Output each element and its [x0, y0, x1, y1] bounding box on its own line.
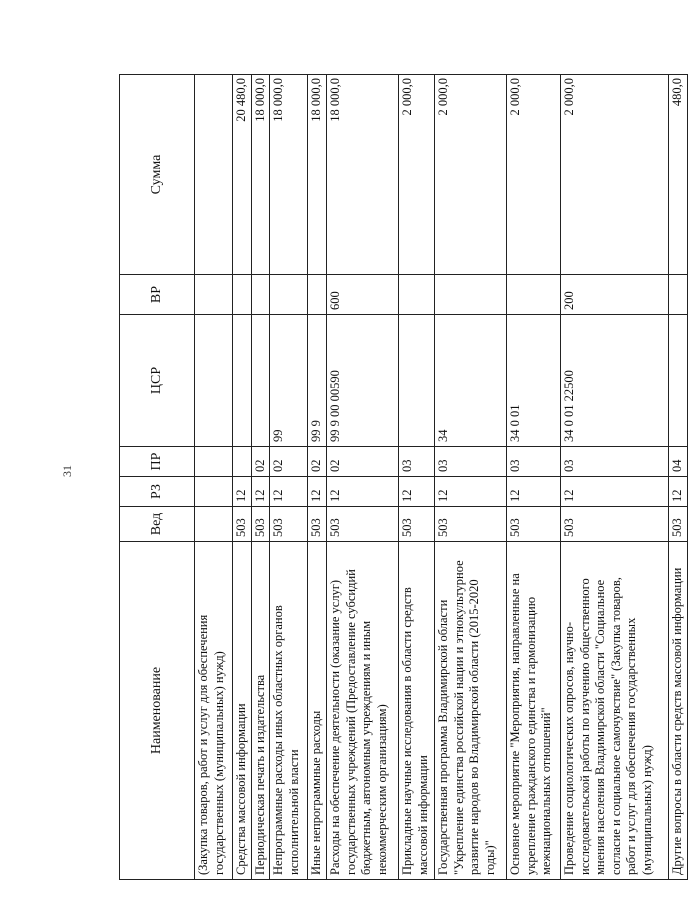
table-row: [270, 75, 308, 880]
cell-name: Проведение социологических опросов, научно-исследовательской работы по изучению общественного мнения населения Владимирской области "Социальное согласие и социальное самочувствие" (Закупка товаров, работ и услуг для обеспечения государственных (муниципальных) нужд): [560, 542, 668, 880]
cell-csr: 34 0 01: [506, 315, 560, 447]
cell-pr: 03: [506, 447, 560, 477]
cell-name: Расходы на обеспечение деятельности (оказание услуг) государственных учреждений (Предоставление субсидий бюджетным, автономным учреждениям и иным некоммерческим организациям): [326, 542, 398, 880]
header-rz: РЗ: [120, 477, 195, 507]
cell-sum: [195, 75, 233, 275]
cell-rz: 12: [270, 477, 308, 507]
cell-rz: 12: [398, 477, 434, 507]
table-row: [668, 75, 687, 880]
cell-rz: 12: [506, 477, 560, 507]
cell-sum: 18 000,0: [251, 75, 270, 275]
cell-rz: 12: [233, 477, 252, 507]
cell-csr: 99 9 00 00590: [326, 315, 398, 447]
cell-rz: 12: [668, 477, 687, 507]
cell-ved: 503: [434, 507, 506, 542]
cell-csr: 34: [434, 315, 506, 447]
header-ved: Вед: [120, 507, 195, 542]
cell-ved: 503: [560, 507, 668, 542]
header-csr: ЦСР: [120, 315, 195, 447]
cell-vr: 600: [326, 275, 398, 315]
cell-sum: 2 000,0: [434, 75, 506, 275]
cell-vr: [251, 275, 270, 315]
cell-pr: 02: [308, 447, 327, 477]
cell-vr: 200: [560, 275, 668, 315]
cell-csr: [398, 315, 434, 447]
cell-pr: 02: [270, 447, 308, 477]
cell-pr: [233, 447, 252, 477]
cell-rz: 12: [560, 477, 668, 507]
table-row: [233, 75, 252, 880]
cell-vr: [434, 275, 506, 315]
cell-ved: 503: [506, 507, 560, 542]
cell-ved: 503: [251, 507, 270, 542]
cell-ved: 503: [308, 507, 327, 542]
cell-sum: 480,0: [668, 75, 687, 275]
cell-vr: [270, 275, 308, 315]
cell-vr: [195, 275, 233, 315]
table-row: [195, 75, 233, 880]
cell-vr: [308, 275, 327, 315]
cell-sum: 18 000,0: [270, 75, 308, 275]
table-row: [434, 75, 506, 880]
cell-pr: 03: [398, 447, 434, 477]
cell-sum: 18 000,0: [308, 75, 327, 275]
cell-csr: [233, 315, 252, 447]
cell-rz: [195, 477, 233, 507]
header-sum: Сумма: [120, 75, 195, 275]
cell-name: Непрограммные расходы иных областных органов исполнительной власти: [270, 542, 308, 880]
table-row: [326, 75, 398, 880]
cell-name: Основное мероприятие "Мероприятия, направленные на укрепление гражданского единства и гармонизацию межнациональных отношений": [506, 542, 560, 880]
cell-sum: 18 000,0: [326, 75, 398, 275]
cell-ved: 503: [270, 507, 308, 542]
cell-sum: 2 000,0: [398, 75, 434, 275]
cell-pr: 04: [668, 447, 687, 477]
cell-name: Другие вопросы в области средств массовой информации: [668, 542, 687, 880]
cell-name: Средства массовой информации: [233, 542, 252, 880]
cell-name: Прикладные научные исследования в области средств массовой информации: [398, 542, 434, 880]
cell-ved: 503: [398, 507, 434, 542]
cell-vr: [398, 275, 434, 315]
cell-rz: 12: [434, 477, 506, 507]
cell-sum: 20 480,0: [233, 75, 252, 275]
cell-rz: 12: [251, 477, 270, 507]
cell-csr: 99: [270, 315, 308, 447]
cell-pr: 02: [326, 447, 398, 477]
cell-name: Иные непрограммные расходы: [308, 542, 327, 880]
cell-vr: [668, 275, 687, 315]
cell-ved: [195, 507, 233, 542]
budget-table: [119, 74, 688, 880]
cell-name: (Закупка товаров, работ и услуг для обеспечения государственных (муниципальных) нужд): [195, 542, 233, 880]
cell-csr: [195, 315, 233, 447]
header-pr: ПР: [120, 447, 195, 477]
cell-name: Государственная программа Владимирской области "Укрепление единства российской нации и этнокультурное развитие народов во Владимирской области (2015-2020 годы)": [434, 542, 506, 880]
cell-csr: [251, 315, 270, 447]
header-name: Наименование: [120, 542, 195, 880]
cell-pr: [195, 447, 233, 477]
cell-ved: 503: [668, 507, 687, 542]
cell-name: Периодическая печать и издательства: [251, 542, 270, 880]
cell-pr: 02: [251, 447, 270, 477]
header-row: [120, 75, 195, 880]
cell-pr: 03: [434, 447, 506, 477]
table-row: [506, 75, 560, 880]
table-row: [251, 75, 270, 880]
cell-csr: [668, 315, 687, 447]
cell-pr: 03: [560, 447, 668, 477]
cell-ved: 503: [326, 507, 398, 542]
table-row: [308, 75, 327, 880]
cell-sum: 2 000,0: [560, 75, 668, 275]
table-row: [398, 75, 434, 880]
page-number: 31: [60, 465, 74, 477]
table-row: [560, 75, 668, 880]
cell-vr: [506, 275, 560, 315]
cell-csr: 34 0 01 22500: [560, 315, 668, 447]
cell-csr: 99 9: [308, 315, 327, 447]
cell-sum: 2 000,0: [506, 75, 560, 275]
rotated-page-content: [119, 75, 684, 880]
header-vr: ВР: [120, 275, 195, 315]
cell-vr: [233, 275, 252, 315]
cell-ved: 503: [233, 507, 252, 542]
cell-rz: 12: [326, 477, 398, 507]
cell-rz: 12: [308, 477, 327, 507]
